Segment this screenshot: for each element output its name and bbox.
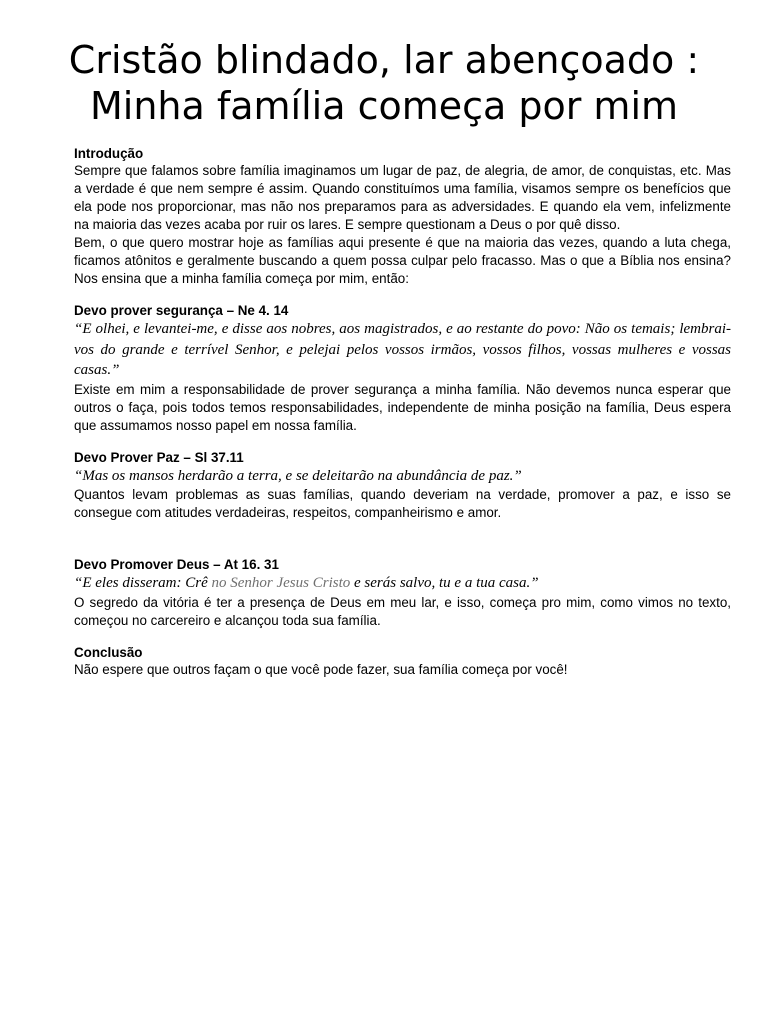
section-conclusion [74, 644, 731, 679]
conclusion-paragraph: Não espere que outros façam o que você pode fazer, sua família começa por você! [74, 661, 568, 677]
title-line-1: Cristão blindado, lar abençoado : [68, 38, 700, 82]
peace-scripture-quote: “Mas os mansos herdarão a terra, e se deleitarão na abundância de paz.” [74, 467, 522, 484]
section-peace [74, 449, 731, 523]
promote-god-paragraph: O segredo da vitória é ter a presença de Deus em meu lar, e isso, começa pro mim, como vimos no texto, começou no carcereiro e alcançou toda sua família. [74, 594, 731, 628]
introduction-paragraph-2: Bem, o que quero mostrar hoje as famílias aqui presente é que na maioria das vezes, quando a luta chega, ficamos atônitos e geralmente buscando a quem possa culpar pelo fracasso. Mas o que a Bíblia nos ensina? Nos ensina que a minha família começa por mim, então: [74, 235, 731, 286]
quote-end: e serás salvo, tu e a tua casa.” [350, 575, 539, 591]
introduction-paragraph-1: Sempre que falamos sobre família imaginamos um lugar de paz, de alegria, de amor, de conquistas, etc. Mas a verdade é que nem sempre é assim. Quando constituímos uma família, visamos sempre os benefícios que ela pode nos proporcionar, mas não nos preparamos para as adversidades. E quando ela vem, infelizmente na maioria das vezes acaba por ruir os lares. E sempre questionam a Deus o por quê disso. [74, 163, 731, 232]
promote-god-heading: Devo Promover Deus – At 16. 31 [74, 557, 279, 572]
section-promote-god [74, 556, 731, 630]
introduction-heading: Introdução [74, 146, 144, 161]
section-introduction [74, 145, 731, 288]
peace-heading: Devo Prover Paz – Sl 37.11 [74, 449, 244, 465]
page-title [0, 0, 768, 129]
title-line-2: Minha família começa por mim [89, 84, 679, 128]
peace-paragraph: Quantos levam problemas as suas famílias, quando deveriam na verdade, promover a paz, e isso se consegue com atitudes verdadeiras, respeitos, companheirismo e amor. [74, 487, 731, 520]
section-security [74, 302, 731, 435]
conclusion-heading: Conclusão [74, 644, 143, 660]
quote-start: “E eles disseram: Crê [74, 575, 212, 591]
security-paragraph: Existe em mim a responsabilidade de prover segurança a minha família. Não devemos nunca esperar que outros o faça, pois todos temos responsabilidades, independente de minha posição na família, Deus espera que assumamos nosso papel em nossa família. [74, 381, 731, 433]
quote-highlight: no Senhor Jesus Cristo [211, 575, 351, 591]
security-heading: Devo prover segurança – Ne 4. 14 [74, 303, 289, 318]
security-scripture-quote: “E olhei, e levantei-me, e disse aos nobres, aos magistrados, e ao restante do povo: Não os temais; lembrai-vos do grande e terrível Senhor, e pelejai pelos vossos irmãos, vossos filhos, vossas mulheres e vossas casas.” [74, 321, 731, 378]
document-body [74, 145, 731, 679]
promote-god-scripture-quote [74, 573, 731, 594]
